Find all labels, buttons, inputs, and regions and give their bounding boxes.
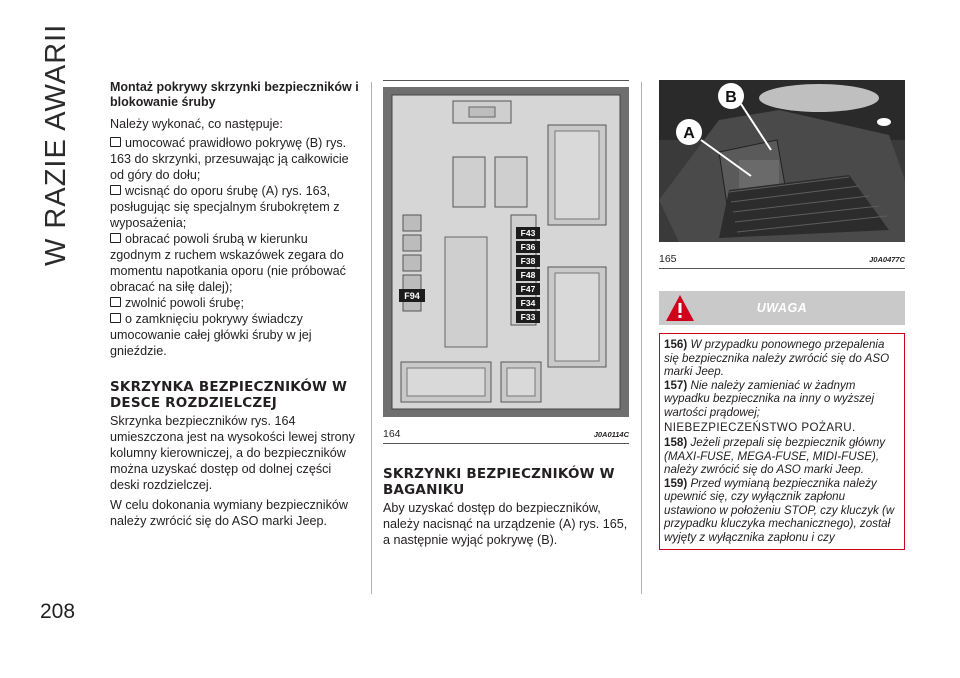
warning-item: 156) W przypadku ponownego przepalenia się bezpiecznika należy zwrócić się do ASO marki Jeep. [664,338,890,378]
column-divider-1 [371,82,372,594]
warning-title: UWAGA [756,301,808,315]
chapter-title-text: W RAZIE AWARII [40,23,72,266]
figure-top-rule [383,80,629,81]
step-5: o zamknięciu pokrywy świadczy umocowanie całej główki śruby w jej gnieździe. [110,312,312,358]
fuse-label: F34 [520,298,536,308]
figure-164-caption [383,426,629,444]
fuse-label: F38 [520,256,536,266]
checkbox-bullet-icon [110,233,121,243]
paragraph-location: Skrzynka bezpieczników rys. 164 umieszczona jest na wysokości lewej strony kolumny kierowniczej, a do bezpieczników można uzyskać dostęp od dolnej części deski rozdzielczej. [110,414,355,492]
fuse-label: F43 [520,228,536,238]
step-1: umocować prawidłowo pokrywę (B) rys. 163 do skrzynki, przesuwając ją całkowicie od góry do dołu; [110,136,349,182]
column-1 [110,80,362,529]
fuse-label: F48 [520,270,536,280]
paragraph-trunk-access: Aby uzyskać dostęp do bezpieczników, należy nacisnąć na urządzenie (A) rys. 165, a następnie wyjąć pokrywę (B). [383,501,628,547]
figure-number: 164 [383,428,401,440]
figure-164 [383,87,629,444]
fuse-label-f94: F94 [404,291,420,301]
figure-165 [659,80,905,269]
warning-item: 159) Przed wymianą bezpiecznika należy upewnić się, czy wyłącznik zapłonu ustawiono w położeniu STOP, czy kluczyk (w przypadku kluczyka mechanicznego), został wyjęty z wyłącznika zapłonu i czy [664,476,895,544]
fuse-box-diagram [383,87,629,417]
paragraph-replacement: W celu dokonania wymiany bezpieczników należy zwrócić się do ASO marki Jeep. [110,498,348,528]
warning-box [659,333,905,550]
callout-a: A [683,125,695,142]
column-2 [383,80,629,548]
section-title-trunk-fuses: SKRZYNKI BEZPIECZNIKÓW W BAGANIKU [383,466,615,498]
trunk-photo [659,80,905,242]
warning-item: 157) Nie należy zamieniać w żadnym wypadku bezpiecznika na inny o wyższej wartości prądowej; [664,378,875,419]
section-title-dashboard-fuses: SKRZYNKA BEZPIECZNIKÓW W DESCE ROZDZIELCZEJ [110,379,348,411]
step-3: obracać powoli śrubą w kierunku zgodnym z ruchem wskazówek zegara do momentu napotkania oporu (nie próbować obracać na siłę dalej); [110,232,346,294]
step-4: zwolnić powoli śrubę; [110,295,362,311]
figure-code: J0A0477C [869,254,905,264]
page-number: 208 [40,600,76,623]
fuse-label: F47 [520,284,536,294]
fuse-label: F36 [520,242,536,252]
checkbox-bullet-icon [110,185,121,195]
figure-165-caption [659,251,905,269]
column-divider-2 [641,82,642,594]
chapter-title [36,23,76,268]
column-3 [659,80,905,550]
callout-b: B [725,89,737,106]
warning-caps: NIEBEZPIECZEŃSTWO POŻARU. [664,421,856,434]
intro-text: Należy wykonać, co następuje: [110,117,283,131]
checkbox-bullet-icon [110,313,121,323]
warning-header [659,291,905,325]
checkbox-bullet-icon [110,137,121,147]
figure-code: J0A0114C [593,429,629,439]
warning-item: 158) Jeżeli przepali się bezpiecznik główny (MAXI-FUSE, MEGA-FUSE, MIDI-FUSE), należy zwrócić się do ASO marki Jeep. [664,436,886,476]
fuse-label: F33 [520,312,536,322]
step-2: wcisnąć do oporu śrubę (A) rys. 163, posługując się specjalnym śrubokrętem z wyposażenia; [110,184,340,230]
checkbox-bullet-icon [110,297,121,307]
subheading: Montaż pokrywy skrzynki bezpieczników i blokowanie śruby [110,80,359,109]
figure-number: 165 [659,253,677,265]
